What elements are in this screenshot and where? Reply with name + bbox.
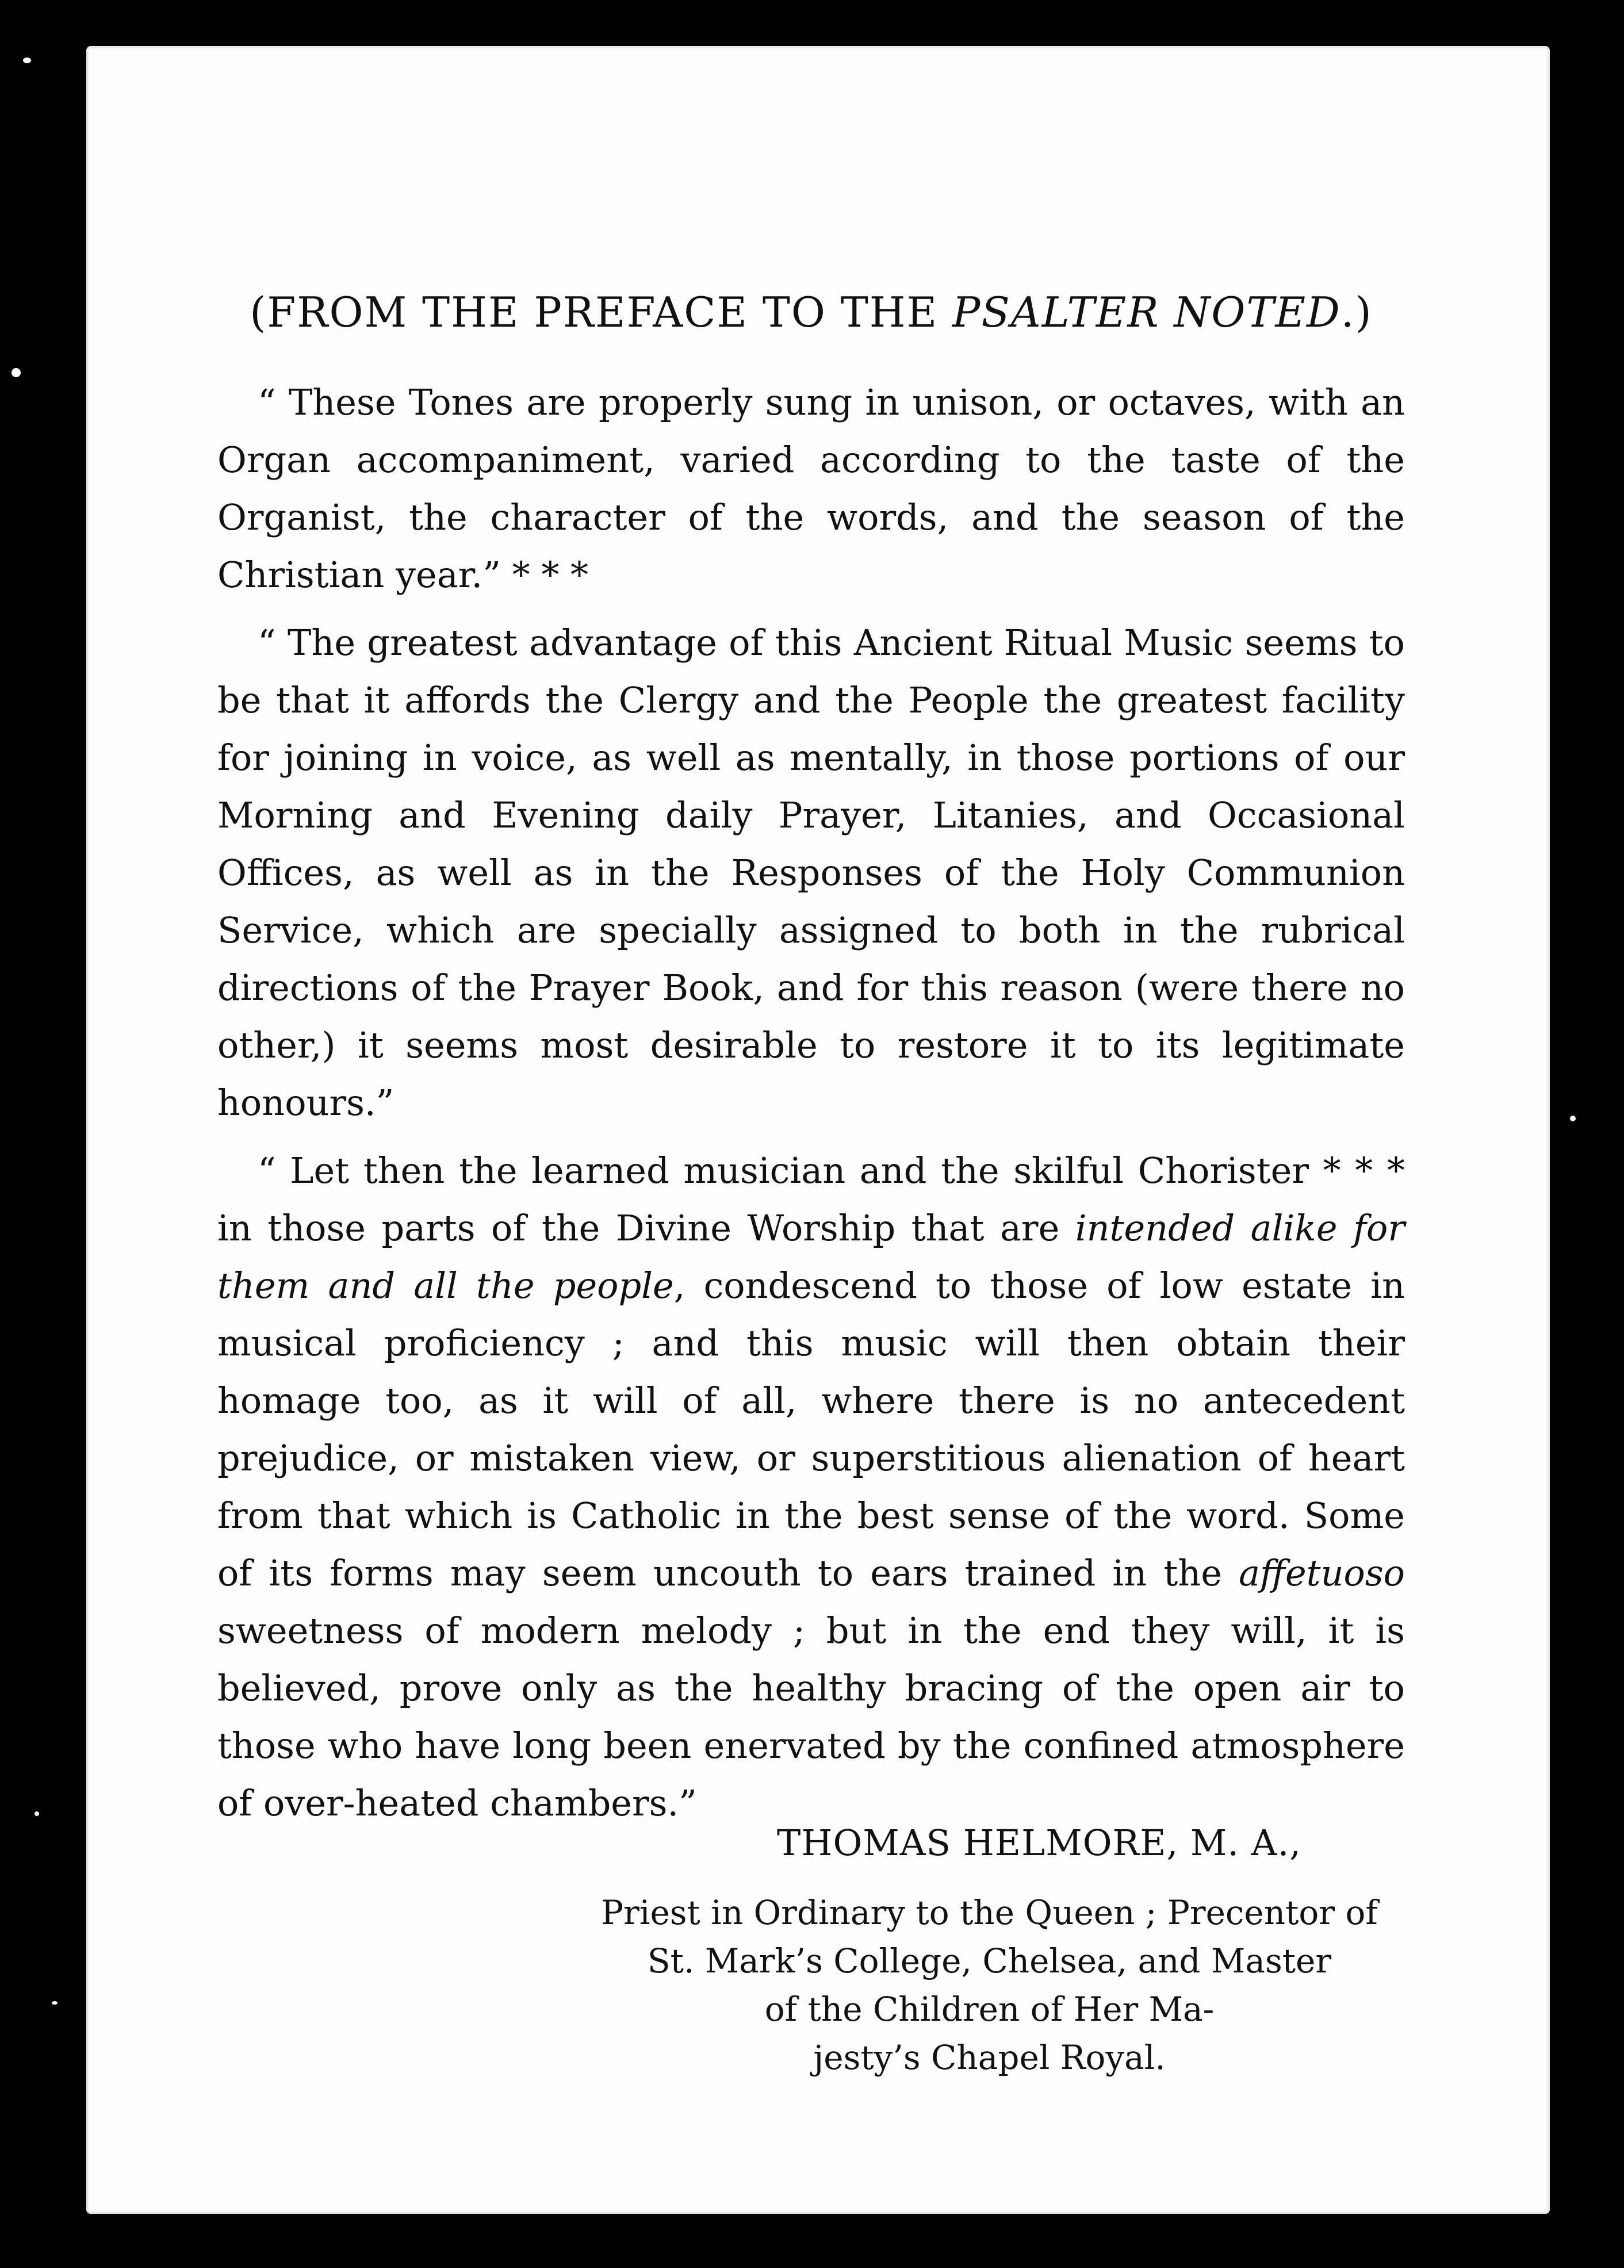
- document-page: [86, 46, 1550, 2214]
- author-title-line: of the Children of Her Ma-: [764, 1990, 1215, 2029]
- author-title-line: Priest in Ordinary to the Queen ; Precentor of: [601, 1893, 1378, 1932]
- author-title-line: jesty’s Chapel Royal.: [813, 2038, 1166, 2077]
- paragraph-italic-text: intended alike for them and all the people: [217, 1207, 1405, 1307]
- paragraph-text: “ These Tones are properly sung in unison, or octaves, with an Organ accompaniment, varied according to the taste of the Organist, the character of the words, and the season of the Christian year.” * * *: [217, 381, 1405, 596]
- quote-paragraph-2: [217, 614, 1405, 1132]
- paragraph-text: , condescend to those of low estate in musical proficiency ; and this music will then obtain their homage too, as it will of all, where there is no antecedent prejudice, or mistaken view, or superstitious alienation of heart from that which is Catholic in the best sense of the word. Some of its forms may seem uncouth to ears trained in the: [217, 1265, 1405, 1595]
- paragraph-text: “ The greatest advantage of this Ancient Ritual Music seems to be that it affords the Clergy and the People the greatest facility for joining in voice, as well as mentally, in those portions of our Morning and Evening daily Prayer, Litanies, and Occasional Offices, as well as in the Responses of the Holy Communion Service, which are specially assigned to both in the rubrical directions of the Prayer Book, and for this reason (were there no other,) it seems most desirable to restore it to its legitimate honours.”: [217, 622, 1405, 1124]
- heading-prefix: (FROM THE PREFACE TO THE: [250, 288, 953, 336]
- scan-speck: [1570, 1116, 1576, 1121]
- author-name: THOMAS HELMORE, M. A.,: [777, 1822, 1301, 1864]
- signature-block: [217, 1817, 1405, 2082]
- page-heading: [217, 288, 1405, 337]
- quote-paragraph-1: [217, 374, 1405, 604]
- page-content: [217, 288, 1405, 2077]
- quote-paragraph-3: [217, 1142, 1405, 1832]
- author-title-line: St. Mark’s College, Chelsea, and Master: [647, 1941, 1332, 1980]
- paragraph-text: “ Let then the learned musician and the skilful Chorister * * * in those parts of the Divine Worship that are: [217, 1150, 1405, 1250]
- scan-speck: [35, 1811, 39, 1816]
- heading-suffix: .): [1340, 288, 1373, 336]
- scan-speck: [52, 2001, 58, 2005]
- author-title: [574, 1888, 1405, 2082]
- scan-speck: [23, 58, 31, 63]
- heading-title: PSALTER NOTED: [952, 288, 1341, 336]
- paragraph-text: sweetness of modern melody ; but in the end they will, it is believed, prove only as the healthy bracing of the open air to those who have long been enervated by the confined atmosphere of over-heated chambers.”: [217, 1610, 1405, 1825]
- paragraph-italic-text: affetuoso: [1239, 1552, 1405, 1595]
- scan-speck: [12, 368, 21, 377]
